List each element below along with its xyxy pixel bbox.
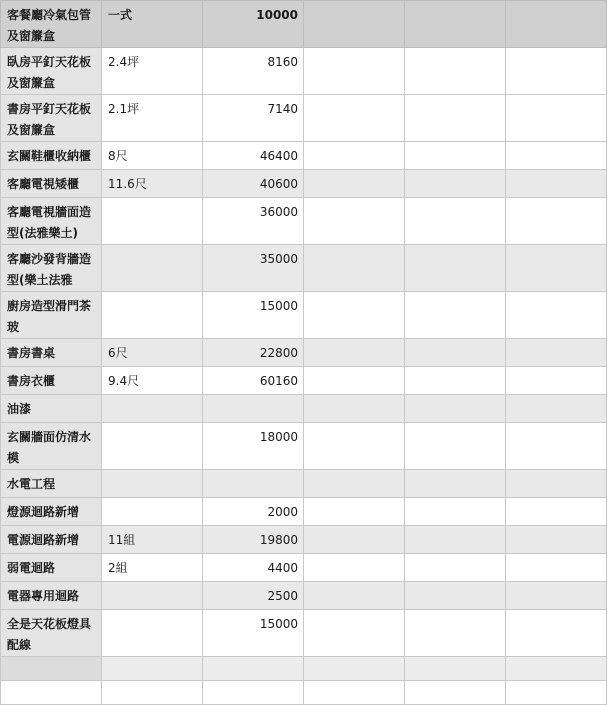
cell-empty[interactable] [203, 657, 304, 681]
cell-empty[interactable] [304, 142, 405, 170]
table-row [1, 292, 607, 339]
cell-unit[interactable] [102, 470, 203, 498]
cell-empty[interactable] [304, 245, 405, 292]
cell-empty[interactable] [405, 339, 506, 367]
cell-amount[interactable]: 7140 [203, 95, 304, 142]
cell-empty[interactable] [506, 367, 607, 395]
cell-empty[interactable] [405, 245, 506, 292]
cell-empty[interactable] [405, 526, 506, 554]
cell-empty[interactable] [506, 339, 607, 367]
cell-amount[interactable]: 15000 [203, 610, 304, 657]
cell-amount[interactable]: 19800 [203, 526, 304, 554]
cell-empty[interactable] [506, 395, 607, 423]
cell-empty[interactable] [405, 1, 506, 48]
cell-empty[interactable] [102, 681, 203, 705]
cell-item[interactable]: 玄關牆面仿清水模 [1, 423, 102, 470]
cell-unit[interactable]: 6尺 [102, 339, 203, 367]
cell-empty[interactable] [405, 582, 506, 610]
cell-empty[interactable] [506, 423, 607, 470]
cell-unit[interactable]: 2.4坪 [102, 48, 203, 95]
cell-item[interactable]: 電源迴路新增 [1, 526, 102, 554]
cell-amount[interactable]: 60160 [203, 367, 304, 395]
cell-amount[interactable]: 40600 [203, 170, 304, 198]
table-row [1, 526, 607, 554]
cell-amount[interactable]: 22800 [203, 339, 304, 367]
cell-item[interactable]: 廚房造型滑門茶玻 [1, 292, 102, 339]
cell-empty[interactable] [304, 198, 405, 245]
cell-empty[interactable] [304, 498, 405, 526]
cell-empty[interactable] [405, 470, 506, 498]
cell-empty[interactable] [304, 423, 405, 470]
table-row [1, 367, 607, 395]
cell-amount[interactable] [203, 470, 304, 498]
cell-empty[interactable] [304, 292, 405, 339]
cell-unit[interactable]: 11.6尺 [102, 170, 203, 198]
cell-empty[interactable] [405, 610, 506, 657]
cell-amount[interactable]: 4400 [203, 554, 304, 582]
table-row [1, 395, 607, 423]
cell-unit[interactable]: 2.1坪 [102, 95, 203, 142]
cell-empty[interactable] [304, 339, 405, 367]
cell-empty[interactable] [304, 582, 405, 610]
cell-empty[interactable] [506, 1, 607, 48]
cell-empty[interactable] [405, 292, 506, 339]
cell-amount[interactable]: 36000 [203, 198, 304, 245]
cell-empty[interactable] [506, 142, 607, 170]
cell-amount[interactable]: 2000 [203, 498, 304, 526]
table-row [1, 610, 607, 657]
cell-item[interactable]: 臥房平釘天花板及窗簾盒 [1, 48, 102, 95]
cell-empty[interactable] [506, 610, 607, 657]
cell-empty[interactable] [102, 657, 203, 681]
cell-empty[interactable] [405, 142, 506, 170]
cell-empty[interactable] [506, 245, 607, 292]
cell-empty[interactable] [405, 681, 506, 705]
cell-item[interactable]: 電器專用迴路 [1, 582, 102, 610]
cell-item[interactable]: 客廳沙發背牆造型(樂土法雅 [1, 245, 102, 292]
cell-empty[interactable] [405, 498, 506, 526]
table-row [1, 339, 607, 367]
cell-unit[interactable]: 2組 [102, 554, 203, 582]
cell-empty[interactable] [506, 657, 607, 681]
cell-item[interactable]: 客廳電視牆面造型(法雅樂土) [1, 198, 102, 245]
cell-amount[interactable]: 8160 [203, 48, 304, 95]
cell-amount[interactable]: 18000 [203, 423, 304, 470]
cell-empty[interactable] [405, 170, 506, 198]
cell-amount[interactable]: 2500 [203, 582, 304, 610]
cell-empty[interactable] [506, 170, 607, 198]
cell-amount[interactable]: 15000 [203, 292, 304, 339]
cell-unit[interactable]: 一式 [102, 1, 203, 48]
cell-empty[interactable] [405, 554, 506, 582]
cell-unit[interactable] [102, 423, 203, 470]
cell-empty[interactable] [506, 48, 607, 95]
empty-row [1, 657, 607, 681]
cell-item[interactable]: 書房平釘天花板及窗簾盒 [1, 95, 102, 142]
cell-amount[interactable] [203, 395, 304, 423]
cell-item[interactable]: 弱電迴路 [1, 554, 102, 582]
cell-item[interactable]: 客廳電視矮櫃 [1, 170, 102, 198]
cell-empty[interactable] [1, 681, 102, 705]
cell-empty[interactable] [405, 657, 506, 681]
table-row [1, 48, 607, 95]
cell-empty[interactable] [304, 526, 405, 554]
cell-empty[interactable] [405, 395, 506, 423]
cell-item[interactable]: 客餐廳冷氣包管及窗簾盒 [1, 1, 102, 48]
table-row [1, 470, 607, 498]
table-row [1, 95, 607, 142]
cell-unit[interactable] [102, 610, 203, 657]
cell-empty[interactable] [304, 1, 405, 48]
table-row [1, 498, 607, 526]
table-row [1, 554, 607, 582]
cell-item[interactable]: 書房書桌 [1, 339, 102, 367]
empty-row [1, 681, 607, 705]
cell-amount[interactable]: 46400 [203, 142, 304, 170]
cell-unit[interactable] [102, 395, 203, 423]
cell-empty[interactable] [304, 470, 405, 498]
cell-empty[interactable] [405, 95, 506, 142]
cell-unit[interactable]: 8尺 [102, 142, 203, 170]
cell-empty[interactable] [506, 526, 607, 554]
cell-empty[interactable] [304, 367, 405, 395]
cell-empty[interactable] [304, 554, 405, 582]
cell-empty[interactable] [506, 498, 607, 526]
cell-empty[interactable] [506, 582, 607, 610]
cell-empty[interactable] [304, 395, 405, 423]
cell-unit[interactable] [102, 498, 203, 526]
cell-item[interactable]: 燈源迴路新增 [1, 498, 102, 526]
cell-item[interactable]: 全是天花板燈具配線 [1, 610, 102, 657]
cell-empty[interactable] [1, 657, 102, 681]
cell-unit[interactable] [102, 582, 203, 610]
cell-item[interactable]: 水電工程 [1, 470, 102, 498]
cell-empty[interactable] [506, 470, 607, 498]
cell-empty[interactable] [304, 48, 405, 95]
table-row [1, 142, 607, 170]
cell-empty[interactable] [405, 423, 506, 470]
cell-item[interactable]: 油漆 [1, 395, 102, 423]
cell-unit[interactable] [102, 292, 203, 339]
cell-empty[interactable] [506, 95, 607, 142]
cell-empty[interactable] [304, 95, 405, 142]
table-row [1, 582, 607, 610]
cell-empty[interactable] [304, 681, 405, 705]
cell-empty[interactable] [304, 657, 405, 681]
cell-unit[interactable]: 11組 [102, 526, 203, 554]
header-row [1, 1, 607, 48]
cell-amount[interactable]: 35000 [203, 245, 304, 292]
cell-unit[interactable] [102, 245, 203, 292]
cell-amount[interactable]: 10000 [203, 1, 304, 48]
cell-empty[interactable] [203, 681, 304, 705]
cell-empty[interactable] [405, 198, 506, 245]
cell-unit[interactable]: 9.4尺 [102, 367, 203, 395]
table-row [1, 170, 607, 198]
cell-unit[interactable] [102, 198, 203, 245]
table-row [1, 423, 607, 470]
cell-empty[interactable] [506, 292, 607, 339]
cell-empty[interactable] [304, 170, 405, 198]
cell-empty[interactable] [405, 48, 506, 95]
cell-empty[interactable] [304, 610, 405, 657]
cell-item[interactable]: 書房衣櫃 [1, 367, 102, 395]
table-row [1, 198, 607, 245]
cell-empty[interactable] [506, 681, 607, 705]
cell-empty[interactable] [405, 367, 506, 395]
cell-item[interactable]: 玄關鞋櫃收納櫃 [1, 142, 102, 170]
cell-empty[interactable] [506, 198, 607, 245]
cell-empty[interactable] [506, 554, 607, 582]
table-row [1, 245, 607, 292]
